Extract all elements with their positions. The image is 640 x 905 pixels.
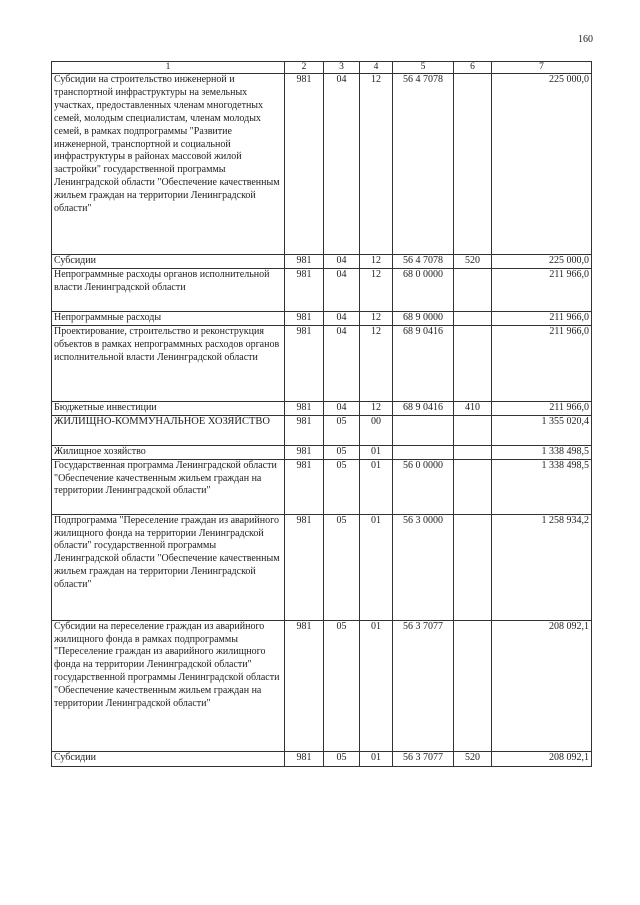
- table-row: [52, 74, 592, 255]
- row-section: 04: [324, 74, 360, 255]
- row-code: 981: [285, 268, 324, 311]
- row-subsection: 01: [360, 459, 393, 514]
- row-expense-type: [454, 445, 492, 459]
- row-target-article: 56 0 0000: [393, 459, 454, 514]
- table-row: [52, 401, 592, 415]
- row-expense-type: 410: [454, 401, 492, 415]
- table-row: [52, 255, 592, 269]
- header-row: [52, 62, 592, 74]
- row-amount: 208 092,1: [492, 751, 592, 766]
- row-amount: 211 966,0: [492, 401, 592, 415]
- header-col-7: 7: [492, 62, 592, 74]
- row-amount: 1 355 020,4: [492, 415, 592, 445]
- budget-table: [51, 61, 592, 767]
- row-target-article: 68 0 0000: [393, 268, 454, 311]
- row-code: 981: [285, 445, 324, 459]
- row-target-article: 68 9 0000: [393, 311, 454, 325]
- row-name: Непрограммные расходы: [52, 311, 285, 325]
- row-subsection: 01: [360, 751, 393, 766]
- header-col-6: 6: [454, 62, 492, 74]
- row-name: Субсидии на строительство инженерной и транспортной инфраструктуры на земельных участках, предоставленных членам многодетных семей, молодым специалистам, членам молодых семей, в рамках подпрограммы "Развитие инженерной, транспортной и социальной инфраструктуры в районах массовой жилой застройки" государственной программы Ленинградской области "Обеспечение качественным жильем граждан на территории Ленинградской области": [52, 74, 285, 255]
- row-subsection: 12: [360, 311, 393, 325]
- row-target-article: 68 9 0416: [393, 325, 454, 401]
- page-number: 160: [578, 34, 593, 45]
- row-name: Непрограммные расходы органов исполнительной власти Ленинградской области: [52, 268, 285, 311]
- row-code: 981: [285, 459, 324, 514]
- table-row: [52, 268, 592, 311]
- row-name: Жилищное хозяйство: [52, 445, 285, 459]
- row-section: 04: [324, 255, 360, 269]
- header-col-4: 4: [360, 62, 393, 74]
- row-amount: 225 000,0: [492, 74, 592, 255]
- row-name: Государственная программа Ленинградской области "Обеспечение качественным жильем граждан на территории Ленинградской области": [52, 459, 285, 514]
- row-amount: 225 000,0: [492, 255, 592, 269]
- row-name: Бюджетные инвестиции: [52, 401, 285, 415]
- row-section: 05: [324, 751, 360, 766]
- row-code: 981: [285, 620, 324, 751]
- row-subsection: 01: [360, 445, 393, 459]
- table-row: [52, 445, 592, 459]
- row-subsection: 00: [360, 415, 393, 445]
- table-row: [52, 514, 592, 620]
- header-col-2: 2: [285, 62, 324, 74]
- row-section: 04: [324, 325, 360, 401]
- row-amount: 1 338 498,5: [492, 445, 592, 459]
- row-name: ЖИЛИЩНО-КОММУНАЛЬНОЕ ХОЗЯЙСТВО: [52, 415, 285, 445]
- row-amount: 211 966,0: [492, 325, 592, 401]
- row-target-article: 56 3 7077: [393, 620, 454, 751]
- row-name: Проектирование, строительство и реконструкция объектов в рамках непрограммных расходов органов исполнительной власти Ленинградской области: [52, 325, 285, 401]
- row-code: 981: [285, 74, 324, 255]
- table-row: [52, 620, 592, 751]
- row-expense-type: [454, 514, 492, 620]
- row-section: 04: [324, 268, 360, 311]
- header-col-5: 5: [393, 62, 454, 74]
- row-amount: 211 966,0: [492, 268, 592, 311]
- row-section: 04: [324, 311, 360, 325]
- row-name: Субсидии: [52, 751, 285, 766]
- row-subsection: 12: [360, 255, 393, 269]
- row-amount: 208 092,1: [492, 620, 592, 751]
- row-target-article: 56 3 7077: [393, 751, 454, 766]
- row-expense-type: [454, 459, 492, 514]
- row-target-article: [393, 445, 454, 459]
- row-amount: 1 258 934,2: [492, 514, 592, 620]
- row-target-article: 56 4 7078: [393, 255, 454, 269]
- row-section: 05: [324, 415, 360, 445]
- row-subsection: 12: [360, 268, 393, 311]
- row-name: Субсидии на переселение граждан из аварийного жилищного фонда в рамках подпрограммы "Переселение граждан из аварийного жилищного фонда на территории Ленинградской области" государственной программы Ленинградской области "Обеспечение качественным жильем граждан на территории Ленинградской области": [52, 620, 285, 751]
- row-name: Подпрограмма "Переселение граждан из аварийного жилищного фонда на территории Ленинградской области" государственной программы Ленинградской области "Обеспечение качественным жильем граждан на территории Ленинградской области": [52, 514, 285, 620]
- row-code: 981: [285, 415, 324, 445]
- row-section: 05: [324, 459, 360, 514]
- row-section: 05: [324, 445, 360, 459]
- table-row: [52, 751, 592, 766]
- row-target-article: [393, 415, 454, 445]
- row-target-article: 56 4 7078: [393, 74, 454, 255]
- row-expense-type: 520: [454, 751, 492, 766]
- row-subsection: 12: [360, 325, 393, 401]
- row-code: 981: [285, 325, 324, 401]
- table-row: [52, 459, 592, 514]
- row-subsection: 12: [360, 74, 393, 255]
- table-row: [52, 325, 592, 401]
- row-subsection: 12: [360, 401, 393, 415]
- header-col-1: 1: [52, 62, 285, 74]
- row-subsection: 01: [360, 514, 393, 620]
- row-section: 05: [324, 620, 360, 751]
- row-name: Субсидии: [52, 255, 285, 269]
- row-expense-type: 520: [454, 255, 492, 269]
- row-code: 981: [285, 751, 324, 766]
- row-expense-type: [454, 268, 492, 311]
- table-body: [52, 74, 592, 767]
- row-expense-type: [454, 415, 492, 445]
- table-row: [52, 311, 592, 325]
- row-amount: 211 966,0: [492, 311, 592, 325]
- row-section: 05: [324, 514, 360, 620]
- row-expense-type: [454, 325, 492, 401]
- row-target-article: 56 3 0000: [393, 514, 454, 620]
- row-code: 981: [285, 311, 324, 325]
- row-code: 981: [285, 514, 324, 620]
- row-code: 981: [285, 401, 324, 415]
- row-expense-type: [454, 620, 492, 751]
- row-expense-type: [454, 311, 492, 325]
- row-amount: 1 338 498,5: [492, 459, 592, 514]
- row-section: 04: [324, 401, 360, 415]
- row-code: 981: [285, 255, 324, 269]
- table-header: [52, 62, 592, 74]
- header-col-3: 3: [324, 62, 360, 74]
- row-subsection: 01: [360, 620, 393, 751]
- row-expense-type: [454, 74, 492, 255]
- row-target-article: 68 9 0416: [393, 401, 454, 415]
- table-row: [52, 415, 592, 445]
